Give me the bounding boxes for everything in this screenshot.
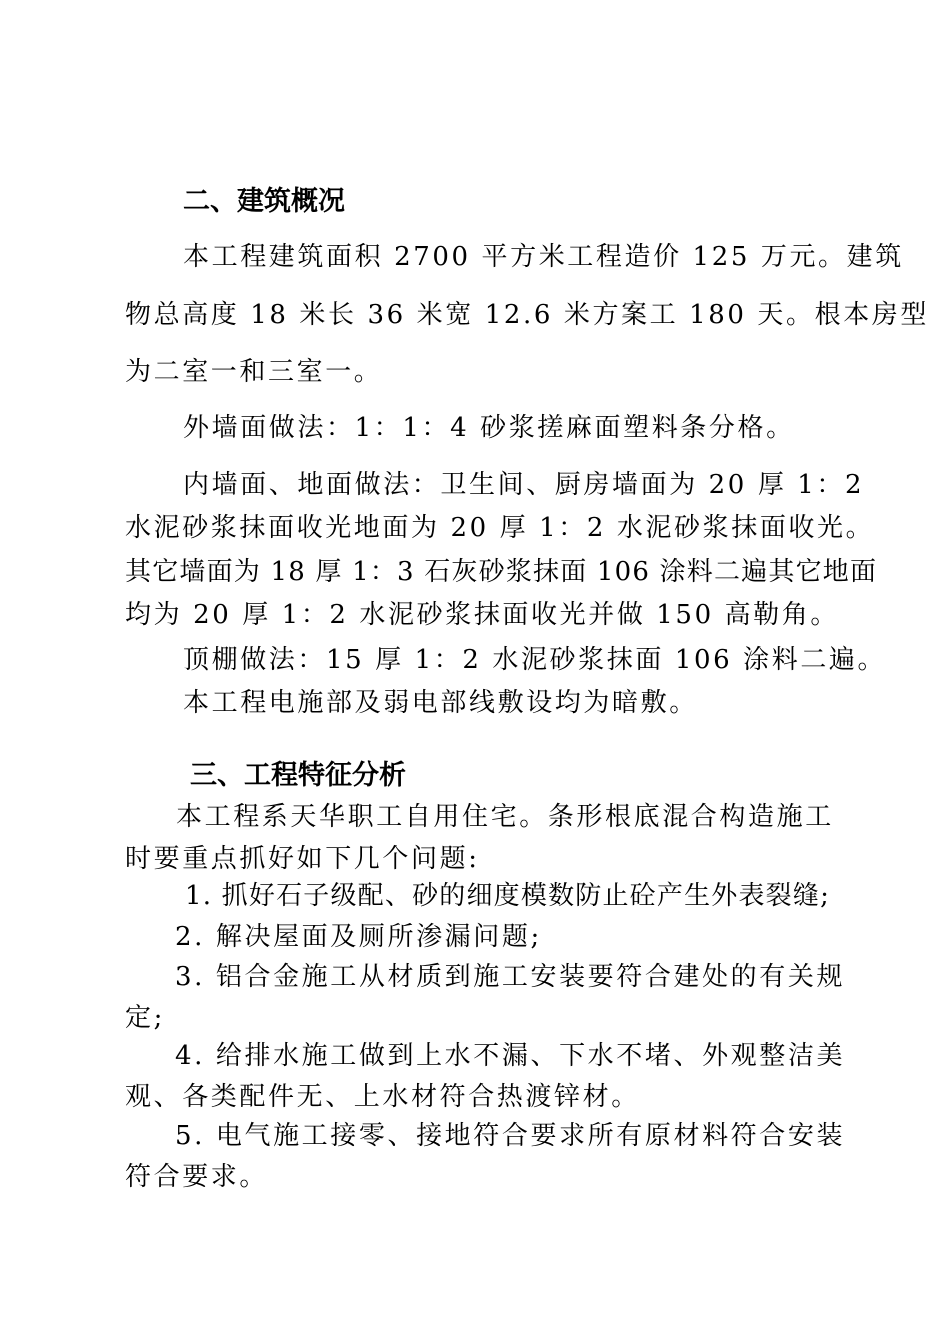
- paragraph-line: 本工程电施部及弱电部线敷设均为暗敷。: [183, 688, 698, 718]
- list-item-line: 3. 铝合金施工从材质到施工安装要符合建处的有关规: [175, 962, 846, 992]
- section-heading: 二、建筑概况: [183, 186, 345, 217]
- paragraph-line: 外墙面做法：1：1：4 砂浆搓麻面塑料条分格。: [183, 413, 795, 443]
- paragraph-line: 为二室一和三室一。: [125, 357, 383, 387]
- list-item-line: 符合要求。: [125, 1162, 269, 1192]
- paragraph-line: 其它墙面为 18 厚 1：3 石灰砂浆抹面 106 涂料二遍其它地面: [125, 557, 878, 587]
- paragraph-line: 物总高度 18 米长 36 米宽 12.6 米方案工 180 天。根本房型: [125, 300, 930, 330]
- list-item-line: 定;: [125, 1003, 165, 1033]
- list-item-line: 5. 电气施工接零、接地符合要求所有原材料符合安装: [175, 1121, 846, 1151]
- paragraph-line: 内墙面、地面做法：卫生间、厨房墙面为 20 厚 1：2: [183, 470, 865, 500]
- paragraph-line: 水泥砂浆抹面收光地面为 20 厚 1：2 水泥砂浆抹面收光。: [125, 513, 875, 543]
- paragraph-line: 本工程建筑面积 2700 平方米工程造价 125 万元。建筑: [183, 242, 904, 272]
- paragraph-line: 均为 20 厚 1：2 水泥砂浆抹面收光并做 150 高勒角。: [125, 600, 839, 630]
- paragraph-line: 顶棚做法：15 厚 1：2 水泥砂浆抹面 106 涂料二遍。: [183, 645, 887, 675]
- paragraph-line: 时要重点抓好如下几个问题:: [125, 844, 480, 874]
- list-item-line: 观、各类配件无、上水材符合热渡锌材。: [125, 1082, 640, 1112]
- section-heading: 三、工程特征分析: [190, 760, 406, 791]
- list-item-line: 1. 抓好石子级配、砂的细度模数防止砼产生外表裂缝;: [185, 881, 831, 911]
- list-item-line: 2. 解决屋面及厕所渗漏问题;: [175, 922, 542, 952]
- paragraph-line: 本工程系天华职工自用住宅。条形根底混合构造施工: [176, 802, 834, 832]
- list-item-line: 4. 给排水施工做到上水不漏、下水不堵、外观整洁美: [175, 1041, 846, 1071]
